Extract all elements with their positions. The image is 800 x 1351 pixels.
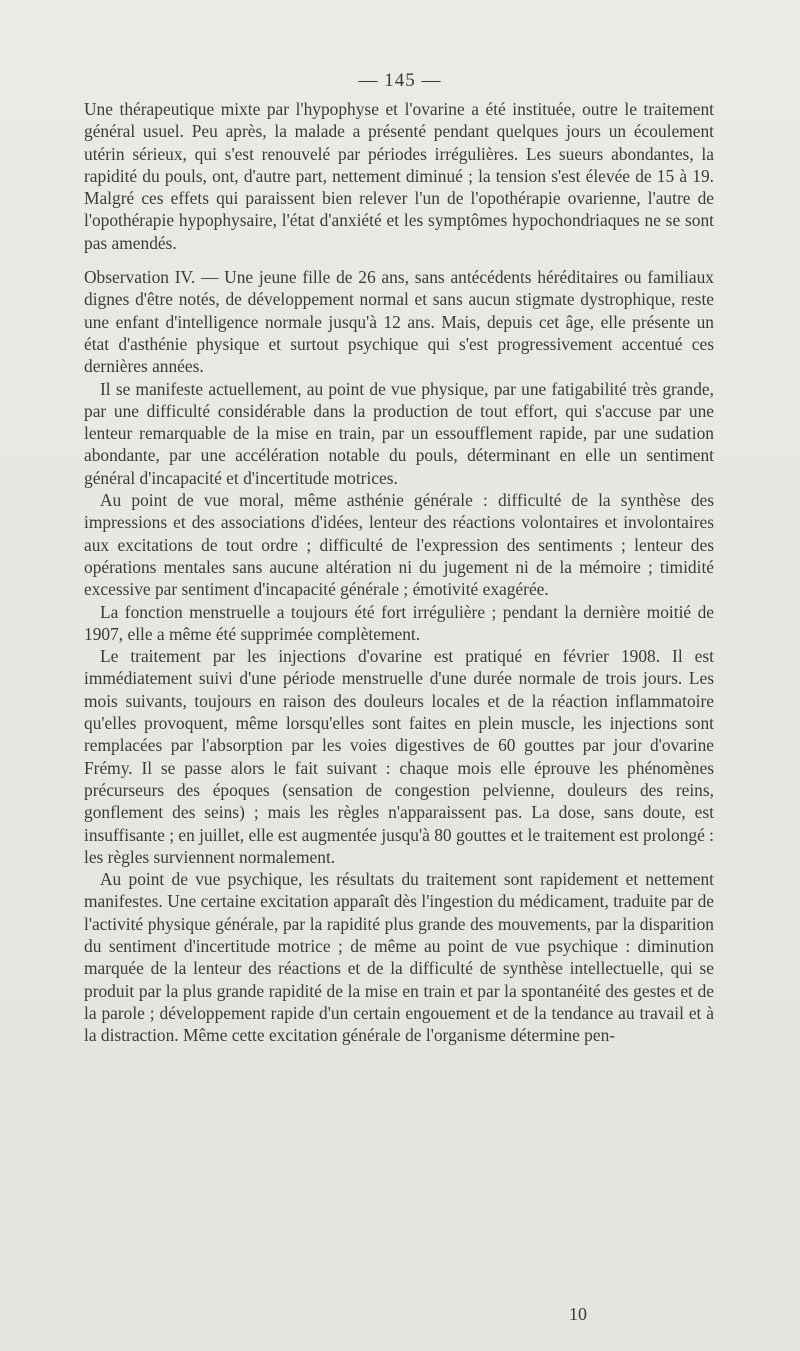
paragraph-psychic-results: Au point de vue psychique, les résultats du traitement sont rapidement et nettement manifestes. Une certaine excitation apparaît dès l'ingestion du médicament, traduite par de l'activité physique générale, par la rapidité plus grande des mouvements, par la disparition du sentiment d'incertitude motrice ; de même au point de vue psychique : diminution marquée de la lenteur des réactions et de la difficulté de synthèse intellectuelle, qui se produit par la plus grande rapidité de la mise en train et par la spontanéité des gestes et de la parole ; développement rapide d'un certain engouement et de la tendance au travail et à la distraction. Même cette excitation générale de l'organisme détermine pen- <box>84 869 714 1046</box>
page-number-header: — 145 — <box>358 70 442 91</box>
paragraph-therapy: Une thérapeutique mixte par l'hypophyse et l'ovarine a été instituée, outre le traitement général usuel. Peu après, la malade a présenté pendant quelques jours un écoulement utérin sérieux, qui s'est renouvelé par périodes irrégulières. Les sueurs abondantes, la rapidité du pouls, ont, d'autre part, nettement diminué ; la tension s'est élevée de 15 à 19. Malgré ces effets qui paraissent bien relever l'un de l'opothérapie ovarienne, l'autre de l'opothérapie hypophysaire, l'état d'anxiété et les symptômes hypochondriaques ne se sont pas amendés. <box>84 99 714 253</box>
signature-mark: 10 <box>569 1304 587 1324</box>
paragraph-physical-state: Il se manifeste actuellement, au point de vue physique, par une fatigabilité très grande, par une difficulté considérable dans la production de tout effort, qui s'accuse par une lenteur remarquable de la mise en train, par un essoufflement rapide, par une sudation abondante, par une accélération notable du pouls, déterminant en elle un sentiment général d'incapacité et d'incertitude motrices. <box>84 378 714 488</box>
paragraph-moral-state: Au point de vue moral, même asthénie générale : difficulté de la synthèse des impressions et des associations d'idées, lenteur des réactions volontaires et involontaires aux excitations de tout ordre ; difficulté de l'expression des sentiments ; lenteur des opérations mentales sans aucune altération ni du jugement ni de la mémoire ; timidité excessive par sentiment d'incapacité générale ; émotivité exagérée. <box>84 490 714 600</box>
paragraph-treatment: Le traitement par les injections d'ovarine est pratiqué en février 1908. Il est immédiatement suivi d'une période menstruelle d'une durée normale de trois jours. Les mois suivants, toujours en raison des douleurs locales et de la réaction inflammatoire qu'elles provoquent, même lorsqu'elles sont faites en plein muscle, les injections sont remplacées par l'absorption par les voies digestives de 60 gouttes par jour d'ovarine Frémy. Il se passe alors le fait suivant : chaque mois elle éprouve les phénomènes précurseurs des époques (sensation de congestion pelvienne, douleurs des reins, gonflement des seins) ; mais les règles n'apparaissent pas. La dose, sans doute, est insuffisante ; en juillet, elle est augmentée jusqu'à 80 gouttes et le traitement est prolongé : les règles surviennent normalement. <box>84 646 714 867</box>
body-text <box>84 98 714 1046</box>
paragraph-menstrual-function: La fonction menstruelle a toujours été fort irrégulière ; pendant la dernière moitié de 1907, elle a même été supprimée complètement. <box>84 601 714 644</box>
paragraph-observation-iv: Observation IV. — Une jeune fille de 26 ans, sans antécédents héréditaires ou familiaux dignes d'être notés, de développement normal et sans aucun stigmate dystrophique, reste une enfant d'intelligence normale jusqu'à 12 ans. Mais, depuis cet âge, elle présente un état d'asthénie physique et surtout psychique qui s'est progressivement accentué ces dernières années. <box>84 267 714 377</box>
